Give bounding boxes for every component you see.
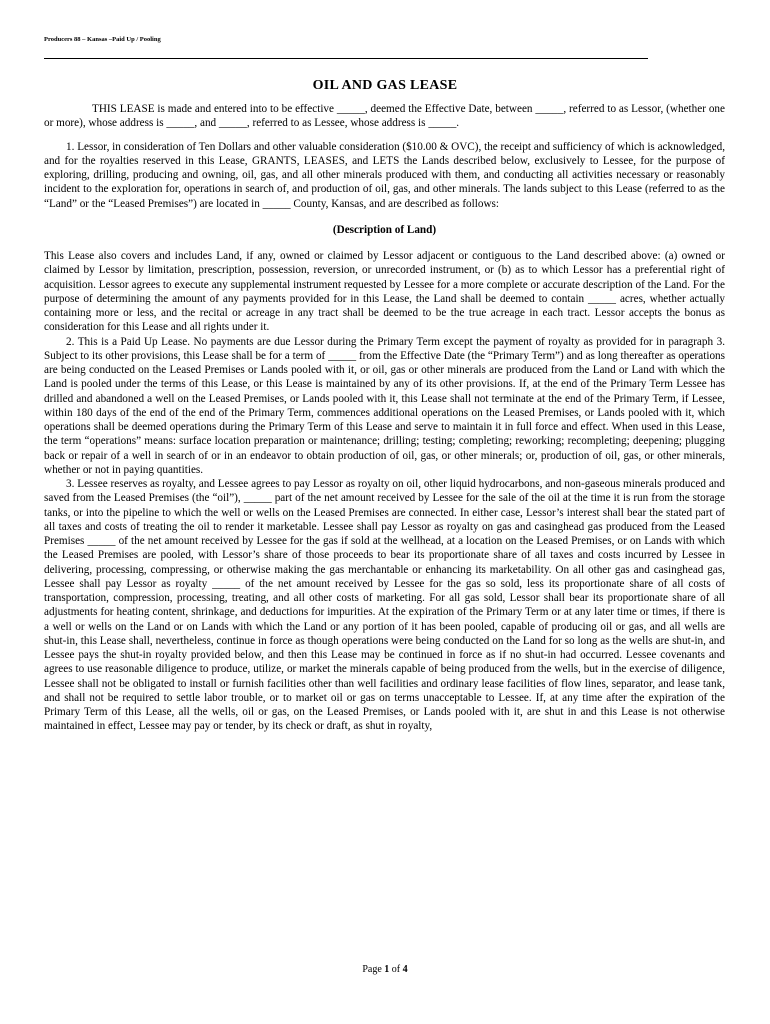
header-rule	[44, 58, 648, 59]
land-paragraph: This Lease also covers and includes Land, if any, owned or claimed by Lessor adjacent or contiguous to the Land described above: (a) owned or claimed by Lessor by limitation, prescription, possession, reversion, or unrecorded instrument, or (b) as to which Lessor has a preferential right of acquisition. Lessor agrees to execute any supplemental instrument requested by Lessee for a more complete or accurate description of the Land. For the purpose of determining the amount of any payments provided for in this Lease, the Land shall be deemed to contain _____ acres, whether actually containing more or less, and the recital or acreage in any tract shall be deemed to be the true acreage in each tract. Lessor accepts the bonus as consideration for this Lease and all rights under it.	[44, 250, 725, 334]
intro-paragraph: THIS LEASE is made and entered into to be effective _____, deemed the Effective Date, between _____, referred to as Lessor, (whether one or more), whose address is _____, and _____, referred to as Lessee, whose address is _____.	[44, 103, 725, 130]
paragraph-1: 1. Lessor, in consideration of Ten Dollars and other valuable consideration ($10.00 & OVC), the receipt and sufficiency of which is acknowledged, and for the royalties reserved in this Lease, GRANTS, LEASES, and LETS the Lands described below, exclusively to Lessee, for the purpose of exploring, drilling, producing and owning, oil, gas, and all other minerals produced with them, and conducting all activities necessary or reasonably incident to the exploration for, operations in search of, and production of oil, gas, and other minerals. The lands subject to this Lease (referred to as the “Land” or the “Leased Premises”) are located in _____ County, Kansas, and are described as follows:	[44, 140, 725, 210]
paragraph-3: 3. Lessee reserves as royalty, and Lessee agrees to pay Lessor as royalty on oil, other liquid hydrocarbons, and non-gaseous minerals produced and saved from the Leased Premises (the “oil”), _____ part of the net amount received by Lessee for the sale of the oil at the time it is run from the storage tanks, or into the pipeline to which the well or wells on the Leased Premises are connected. In either case, Lessor’s interest shall bear the stated part of all taxes and costs of treating the oil to render it marketable. Lessee shall pay Lessor as royalty on gas and casinghead gas produced from the Leased Premises _____ of the net amount received by Lessee for the gas if sold at the wellhead, at a location on the Leased Premises, or on Lands with which the Leased Premises are pooled, with Lessor’s share of those proceeds to bear its proportionate share of all taxes and costs incurred by Lessee in delivering, processing, compressing, or otherwise making the gas merchantable or enhancing its marketability. On all other gas and casinghead gas, Lessee shall pay Lessor as royalty _____ of the net amount received by Lessee for the gas so sold, less its proportionate share of all costs of transportation, compression, processing, treating, and all other costs of marketing. For all gas sold, Lessor shall bear its proportionate share of all adjustments for heating content, shrinkage, and deductions for impurities. At the expiration of the Primary Term or at any later time or times, if there is a well or wells on the Land or on Lands with which the Land or any portion of it has been pooled, capable of producing oil or gas, and all wells are shut-in, this Lease shall, nevertheless, continue in force as though operations were being conducted on the Land for so long as the wells are shut-in, and Lessee pays the shut-in royalty provided below, and then this Lease may be continued in force as if no shut-in had occurred. Lessee covenants and agrees to use reasonable diligence to produce, utilize, or market the minerals capable of being produced from the wells, but in the exercise of diligence, Lessee shall not be obligated to install or furnish facilities other than well facilities and ordinary lease facilities of flow lines, separator, and lease tank, and shall not be required to settle labor trouble, or to market oil or gas on terms unacceptable to Lessee. If, at any time after the expiration of the Primary Term of this Lease, all the wells, oil or gas, on the Leased Premises, or Lands pooled with it, are shut in and this Lease is not otherwise maintained in effect, Lessee may pay or tender, by its check or draft, as shut in royalty,	[44, 478, 725, 733]
of-word: of	[391, 964, 401, 975]
document-body	[44, 102, 725, 734]
land-description-heading: (Description of Land)	[332, 223, 437, 236]
page-word: Page	[362, 964, 382, 975]
page-current: 1	[384, 964, 390, 975]
page-footer	[0, 964, 770, 975]
document-title: OIL AND GAS LEASE	[312, 78, 458, 93]
page-total: 4	[402, 964, 408, 975]
header-note: Producers 88 – Kansas –Paid Up / Pooling	[44, 36, 161, 43]
paragraph-2: 2. This is a Paid Up Lease. No payments are due Lessor during the Primary Term except the payment of royalty as provided for in paragraph 3. Subject to its other provisions, this Lease shall be for a term of _____ from the Effective Date (the “Primary Term”) and as long thereafter as operations are being conducted on the Leased Premises or Lands pooled with it, or oil, gas or other minerals are produced from the Land or Land with which the Land is pooled under the terms of this Lease, or this Lease is maintained by any of its other provisions. If, at the end of the Primary Term Lessee has drilled and abandoned a well on the Leased Premises, or Lands pooled with it, this Lease shall not terminate at the end of the Primary Term, if Lessee, within 180 days of the end of the end of the Primary Term, commences additional operations on the Leased Premises, or Lands pooled with it, which operations shall be deemed operations during the Primary Term of this Lease and serve to maintain it in full force and effect. When used in this Lease, the term “operations” means: surface location preparation or maintenance; drilling; testing; completing; reworking; recompleting; deepening; plugging back or repair of a well in search of or in an endeavor to obtain production of oil, gas, or other minerals; or, production of oil, gas, or other minerals, whether or not in paying quantities.	[44, 335, 725, 476]
